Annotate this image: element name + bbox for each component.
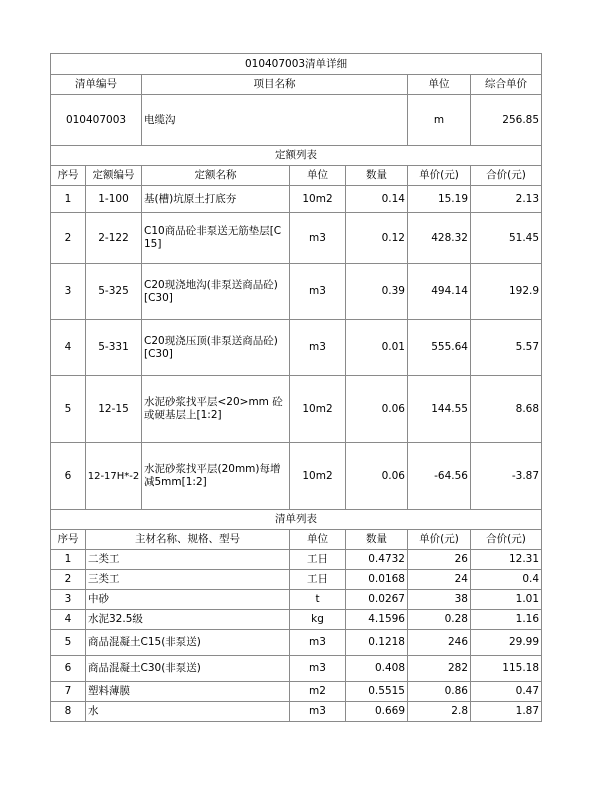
material-unit: m3 bbox=[290, 702, 346, 722]
quota-seq: 3 bbox=[51, 264, 86, 320]
quota-total: 51.45 bbox=[471, 213, 542, 264]
unit-header: 单位 bbox=[408, 75, 471, 95]
material-unit-price: 26 bbox=[408, 550, 471, 570]
material-qty: 0.0267 bbox=[346, 590, 408, 610]
material-header-row bbox=[51, 530, 542, 550]
quota-unit-price: 144.55 bbox=[408, 376, 471, 443]
material-qty: 0.0168 bbox=[346, 570, 408, 590]
item-price: 256.85 bbox=[471, 95, 542, 146]
material-unit: t bbox=[290, 590, 346, 610]
quota-unit-price: -64.56 bbox=[408, 443, 471, 510]
material-qty: 0.4732 bbox=[346, 550, 408, 570]
material-row bbox=[51, 610, 542, 630]
quota-code: 12-17H*-2 bbox=[86, 443, 142, 510]
quota-unit: 10m2 bbox=[290, 376, 346, 443]
quota-total: 2.13 bbox=[471, 186, 542, 213]
table-title: 010407003清单详细 bbox=[51, 54, 542, 75]
material-seq: 7 bbox=[51, 682, 86, 702]
quota-total: 8.68 bbox=[471, 376, 542, 443]
quota-unit-price: 555.64 bbox=[408, 320, 471, 376]
material-seq: 8 bbox=[51, 702, 86, 722]
quota-code: 5-331 bbox=[86, 320, 142, 376]
material-name: 二类工 bbox=[86, 550, 290, 570]
material-name: 商品混凝土C15(非泵送) bbox=[86, 630, 290, 656]
material-row bbox=[51, 570, 542, 590]
code-header: 清单编号 bbox=[51, 75, 142, 95]
quota-name: 水泥砂浆找平层<20>mm 砼或硬基层上[1:2] bbox=[142, 376, 290, 443]
quota-unit: m3 bbox=[290, 213, 346, 264]
quota-total: -3.87 bbox=[471, 443, 542, 510]
quota-seq: 2 bbox=[51, 213, 86, 264]
quota-qty: 0.39 bbox=[346, 264, 408, 320]
quota-seq: 1 bbox=[51, 186, 86, 213]
quota-section-row bbox=[51, 146, 542, 166]
material-row bbox=[51, 682, 542, 702]
col-qty: 数量 bbox=[346, 530, 408, 550]
material-unit-price: 2.8 bbox=[408, 702, 471, 722]
quota-row bbox=[51, 186, 542, 213]
material-unit: 工日 bbox=[290, 550, 346, 570]
material-unit: 工日 bbox=[290, 570, 346, 590]
quota-seq: 5 bbox=[51, 376, 86, 443]
quota-unit: m3 bbox=[290, 320, 346, 376]
material-seq: 5 bbox=[51, 630, 86, 656]
material-unit: m2 bbox=[290, 682, 346, 702]
quota-total: 5.57 bbox=[471, 320, 542, 376]
quota-qty: 0.06 bbox=[346, 376, 408, 443]
item-name: 电缆沟 bbox=[142, 95, 408, 146]
col-seq: 序号 bbox=[51, 530, 86, 550]
col-unit: 单位 bbox=[290, 530, 346, 550]
material-qty: 0.1218 bbox=[346, 630, 408, 656]
quota-unit: 10m2 bbox=[290, 186, 346, 213]
material-seq: 2 bbox=[51, 570, 86, 590]
material-row bbox=[51, 656, 542, 682]
quota-qty: 0.12 bbox=[346, 213, 408, 264]
material-row bbox=[51, 630, 542, 656]
quota-seq: 6 bbox=[51, 443, 86, 510]
material-row bbox=[51, 550, 542, 570]
material-unit: kg bbox=[290, 610, 346, 630]
col-unit: 单位 bbox=[290, 166, 346, 186]
quota-name: C20现浇压顶(非泵送商品砼)[C30] bbox=[142, 320, 290, 376]
quota-total: 192.9 bbox=[471, 264, 542, 320]
quota-row bbox=[51, 443, 542, 510]
quota-unit: m3 bbox=[290, 264, 346, 320]
quota-row bbox=[51, 320, 542, 376]
quota-name: 水泥砂浆找平层(20mm)每增减5mm[1:2] bbox=[142, 443, 290, 510]
material-total: 1.01 bbox=[471, 590, 542, 610]
quota-qty: 0.06 bbox=[346, 443, 408, 510]
material-unit-price: 246 bbox=[408, 630, 471, 656]
col-qty: 数量 bbox=[346, 166, 408, 186]
material-name: 中砂 bbox=[86, 590, 290, 610]
quota-qty: 0.14 bbox=[346, 186, 408, 213]
material-unit: m3 bbox=[290, 656, 346, 682]
quota-code: 5-325 bbox=[86, 264, 142, 320]
material-seq: 1 bbox=[51, 550, 86, 570]
quota-seq: 4 bbox=[51, 320, 86, 376]
quota-row bbox=[51, 213, 542, 264]
col-total: 合价(元) bbox=[471, 166, 542, 186]
quota-unit-price: 494.14 bbox=[408, 264, 471, 320]
material-name: 商品混凝土C30(非泵送) bbox=[86, 656, 290, 682]
material-unit-price: 282 bbox=[408, 656, 471, 682]
material-total: 0.4 bbox=[471, 570, 542, 590]
material-seq: 3 bbox=[51, 590, 86, 610]
material-unit-price: 24 bbox=[408, 570, 471, 590]
material-row bbox=[51, 702, 542, 722]
material-total: 12.31 bbox=[471, 550, 542, 570]
col-quota-code: 定额编号 bbox=[86, 166, 142, 186]
quota-unit-price: 428.32 bbox=[408, 213, 471, 264]
item-row bbox=[51, 95, 542, 146]
quota-code: 2-122 bbox=[86, 213, 142, 264]
material-section-title: 清单列表 bbox=[51, 510, 542, 530]
material-name: 塑料薄膜 bbox=[86, 682, 290, 702]
material-unit-price: 38 bbox=[408, 590, 471, 610]
material-unit-price: 0.28 bbox=[408, 610, 471, 630]
material-total: 1.16 bbox=[471, 610, 542, 630]
col-total: 合价(元) bbox=[471, 530, 542, 550]
material-name: 三类工 bbox=[86, 570, 290, 590]
quota-header-row bbox=[51, 166, 542, 186]
material-total: 0.47 bbox=[471, 682, 542, 702]
quota-unit: 10m2 bbox=[290, 443, 346, 510]
header-row bbox=[51, 75, 542, 95]
quota-unit-price: 15.19 bbox=[408, 186, 471, 213]
material-name: 水泥32.5级 bbox=[86, 610, 290, 630]
quota-name: 基(槽)坑原土打底夯 bbox=[142, 186, 290, 213]
material-total: 115.18 bbox=[471, 656, 542, 682]
item-code: 010407003 bbox=[51, 95, 142, 146]
quota-name: C20现浇地沟(非泵送商品砼)[C30] bbox=[142, 264, 290, 320]
quota-row bbox=[51, 264, 542, 320]
name-header: 项目名称 bbox=[142, 75, 408, 95]
material-qty: 0.669 bbox=[346, 702, 408, 722]
title-row bbox=[51, 54, 542, 75]
material-seq: 4 bbox=[51, 610, 86, 630]
quota-section-title: 定额列表 bbox=[51, 146, 542, 166]
material-total: 1.87 bbox=[471, 702, 542, 722]
col-material-name: 主材名称、规格、型号 bbox=[86, 530, 290, 550]
material-row bbox=[51, 590, 542, 610]
material-section-row bbox=[51, 510, 542, 530]
material-unit-price: 0.86 bbox=[408, 682, 471, 702]
material-unit: m3 bbox=[290, 630, 346, 656]
col-quota-name: 定额名称 bbox=[142, 166, 290, 186]
material-qty: 4.1596 bbox=[346, 610, 408, 630]
col-unit-price: 单价(元) bbox=[408, 530, 471, 550]
material-name: 水 bbox=[86, 702, 290, 722]
material-qty: 0.5515 bbox=[346, 682, 408, 702]
material-total: 29.99 bbox=[471, 630, 542, 656]
material-qty: 0.408 bbox=[346, 656, 408, 682]
price-header: 综合单价 bbox=[471, 75, 542, 95]
bill-detail-table bbox=[50, 53, 542, 722]
quota-code: 1-100 bbox=[86, 186, 142, 213]
item-unit: m bbox=[408, 95, 471, 146]
quota-row bbox=[51, 376, 542, 443]
quota-code: 12-15 bbox=[86, 376, 142, 443]
quota-qty: 0.01 bbox=[346, 320, 408, 376]
material-seq: 6 bbox=[51, 656, 86, 682]
col-unit-price: 单价(元) bbox=[408, 166, 471, 186]
col-seq: 序号 bbox=[51, 166, 86, 186]
quota-name: C10商品砼非泵送无筋垫层[C15] bbox=[142, 213, 290, 264]
